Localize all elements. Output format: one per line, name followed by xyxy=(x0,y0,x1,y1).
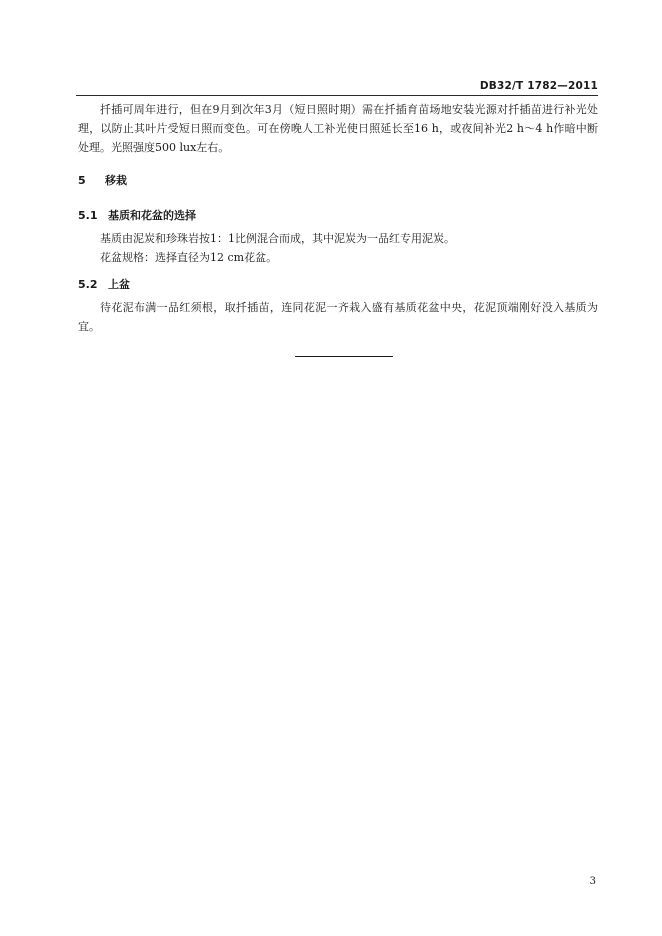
section-title: 基质和花盆的选择 xyxy=(108,209,196,222)
potting-paragraph: 待花泥布满一品红须根，取扦插苗，连同花泥一齐栽入盛有基质花盆中央，花泥顶端刚好没入基质为宜。 xyxy=(78,301,598,333)
end-of-text-rule xyxy=(295,356,393,357)
page-number: 3 xyxy=(589,876,596,887)
section-number: 5.2 xyxy=(78,278,98,291)
document-code: DB32/T 1782—2011 xyxy=(479,80,598,92)
section-5-heading xyxy=(78,172,127,188)
section-5-1-heading xyxy=(78,207,196,223)
pot-size-line: 花盆规格：选择直径为12 cm花盆。 xyxy=(100,251,278,264)
header-rule xyxy=(76,95,598,96)
substrate-line: 基质由泥炭和珍珠岩按1：1比例混合而成，其中泥炭为一品红专用泥炭。 xyxy=(100,232,455,245)
section-title: 移栽 xyxy=(105,174,127,187)
section-number: 5.1 xyxy=(78,209,98,222)
section-5-2-heading xyxy=(78,276,130,292)
section-title: 上盆 xyxy=(108,278,130,291)
section-number: 5 xyxy=(78,174,86,187)
intro-paragraph: 扦插可周年进行，但在9月到次年3月（短日照时期）需在扦插育苗场地安装光源对扦插苗进行补光处理，以防止其叶片受短日照而变色。可在傍晚人工补光使日照延长至16 h，或夜间补光2 h～4 h作暗中断处理。光照强度500 lux左右。 xyxy=(78,103,598,154)
